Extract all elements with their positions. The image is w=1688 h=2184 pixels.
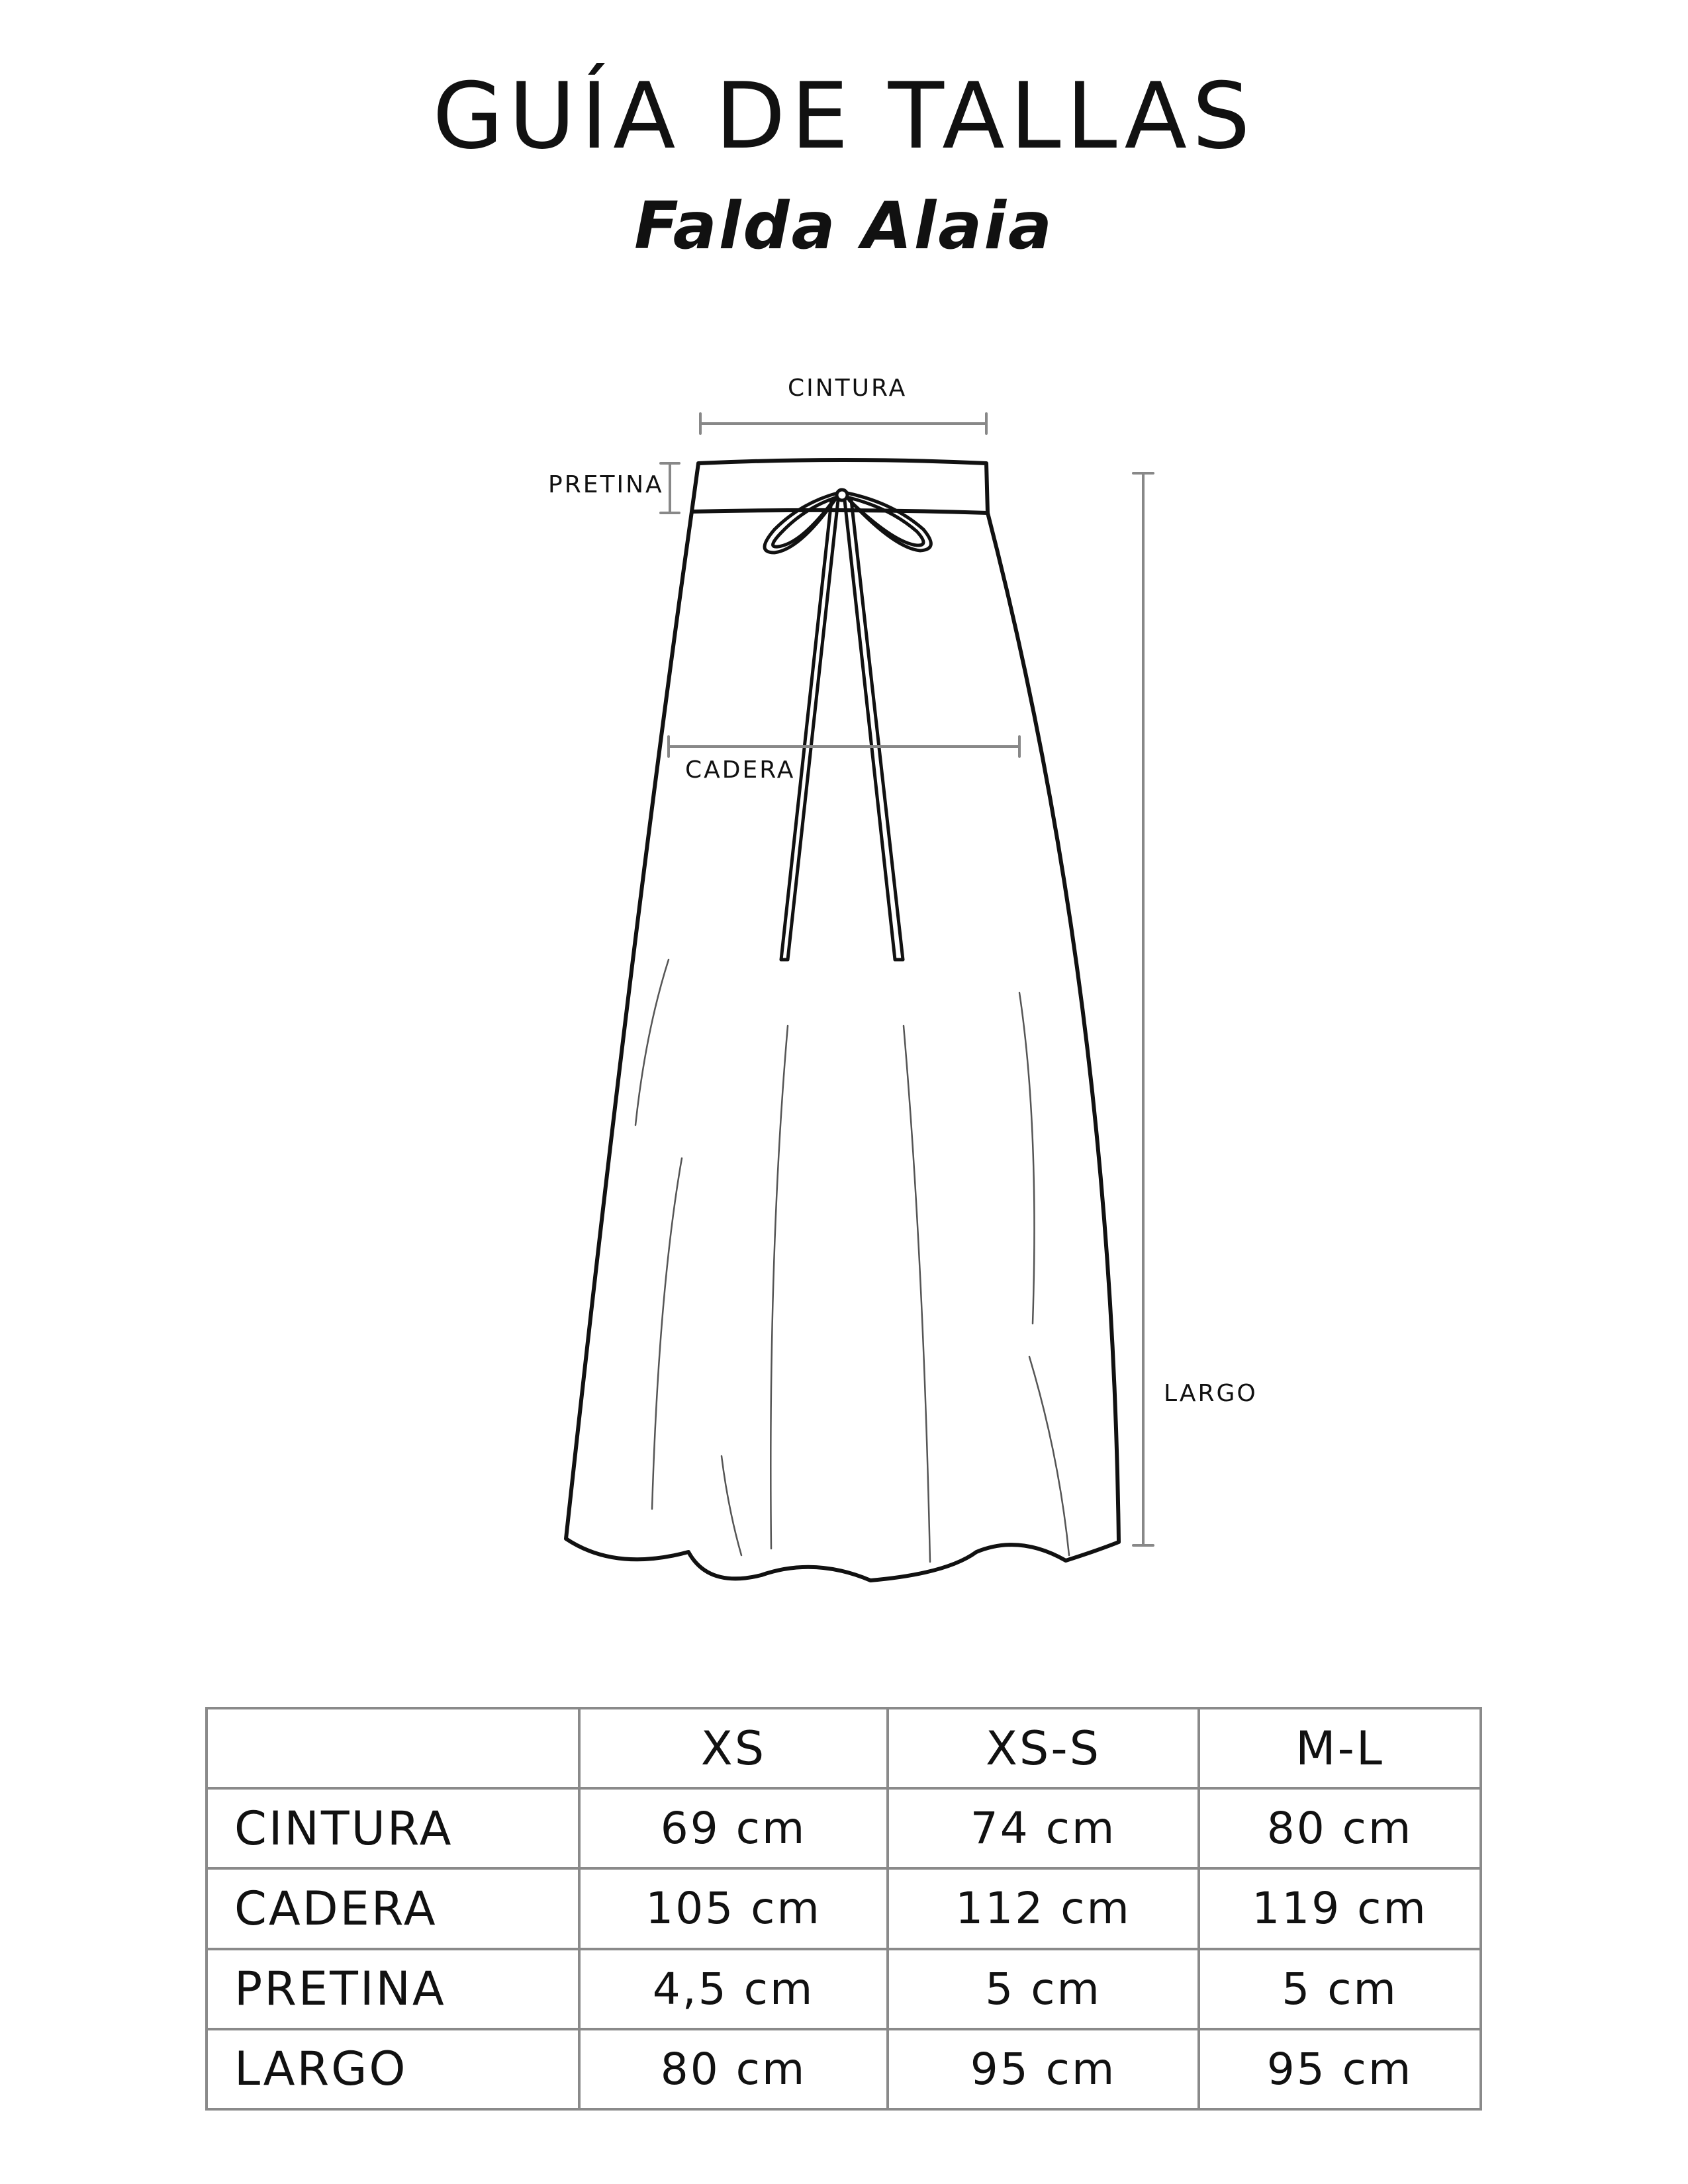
table-cell: 80 cm [1199,1788,1481,1868]
page-subtitle: Falda Alaia [633,189,1055,264]
table-row [207,1868,1481,1948]
skirt-outline [566,460,1119,1580]
label-largo: LARGO [1164,1380,1258,1407]
table-cell: 69 cm [579,1788,888,1868]
table-cell: 105 cm [579,1868,888,1948]
row-label-pretina: PRETINA [207,1949,579,2029]
column-header-xs-s: XS-S [888,1708,1199,1788]
column-header-m-l: M-L [1199,1708,1481,1788]
table-cell: 4,5 cm [579,1949,888,2029]
size-table [205,1707,1482,2111]
skirt-body [566,512,1119,1580]
table-cell: 5 cm [888,1949,1199,2029]
table-cell: 112 cm [888,1868,1199,1948]
table-row [207,1788,1481,1868]
table-cell: 119 cm [1199,1868,1481,1948]
column-header-xs: XS [579,1708,888,1788]
table-cell: 95 cm [1199,2029,1481,2109]
waistband [692,460,988,513]
drawstring [765,490,931,960]
table-cell: 80 cm [579,2029,888,2109]
table-cell: 5 cm [1199,1949,1481,2029]
length-measure-line [1133,473,1153,1545]
fabric-folds [635,960,1069,1562]
table-cell: 74 cm [888,1788,1199,1868]
row-label-cintura: CINTURA [207,1788,579,1868]
hip-measure-line [669,737,1019,756]
table-cell: 95 cm [888,2029,1199,2109]
table-corner-cell [207,1708,579,1788]
row-label-largo: LARGO [207,2029,579,2109]
label-cintura: CINTURA [788,375,908,402]
page-title: GUÍA DE TALLAS [432,63,1256,169]
table-row [207,1949,1481,2029]
waist-measure-line [700,414,986,433]
row-label-cadera: CADERA [207,1868,579,1948]
label-cadera: CADERA [685,756,796,784]
table-header-row [207,1708,1481,1788]
table-row [207,2029,1481,2109]
label-pretina: PRETINA [548,471,664,498]
